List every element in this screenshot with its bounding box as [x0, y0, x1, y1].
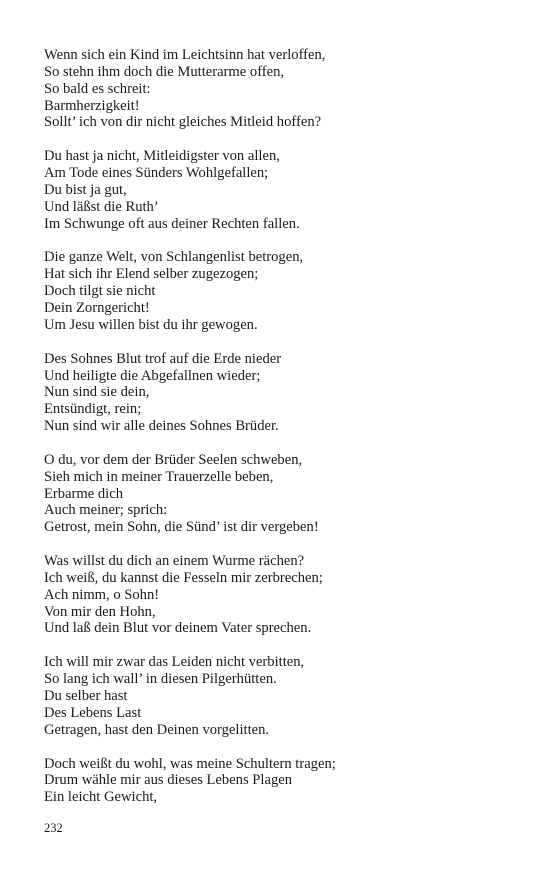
poem-line: Dein Zorngericht!	[44, 299, 150, 316]
poem-line: Ich will mir zwar das Leiden nicht verbitten,	[44, 654, 305, 671]
poem-line: O du, vor dem der Brüder Seelen schweben,	[44, 451, 303, 468]
poem-line: Nun sind wir alle deines Sohnes Brüder.	[44, 418, 279, 435]
poem-line: Und laß dein Blut vor deinem Vater sprechen.	[44, 620, 312, 637]
poem-line: Barmherzigkeit!	[44, 97, 140, 114]
poem-line: Doch weißt du wohl, was meine Schultern tragen;	[44, 755, 336, 772]
page-number: 232	[44, 821, 63, 835]
poem-line: Du bist ja gut,	[44, 181, 127, 198]
poem-line: Du hast ja nicht, Mitleidigster von allen,	[44, 148, 280, 165]
poem-line: Im Schwunge oft aus deiner Rechten fallen.	[44, 215, 300, 232]
poem-line: Getragen, hast den Deinen vorgelitten.	[44, 721, 270, 738]
stanza	[44, 756, 514, 807]
stanza	[44, 351, 514, 435]
poem-line: Drum wähle mir aus dieses Lebens Plagen	[44, 772, 293, 789]
stanza	[44, 249, 514, 333]
poem-line: Ach nimm, o Sohn!	[44, 586, 160, 603]
poem-line: Und läßst die Ruth’	[44, 198, 159, 215]
poem-line: Hat sich ihr Elend selber zugezogen;	[44, 266, 259, 283]
poem-line: Ein leicht Gewicht,	[44, 789, 158, 806]
poem-line: Und heiligte die Abgefallnen wieder;	[44, 367, 261, 384]
poem-line: Ich weiß, du kannst die Fesseln mir zerbrechen;	[44, 569, 323, 586]
poem-line: So stehn ihm doch die Mutterarme offen,	[44, 63, 285, 80]
poem-line: Des Sohnes Blut trof auf die Erde nieder	[44, 350, 282, 367]
poem-line: Getrost, mein Sohn, die Sünd’ ist dir vergeben!	[44, 519, 319, 536]
poem-line: Entsündigt, rein;	[44, 401, 142, 418]
poem-line: So bald es schreit:	[44, 80, 151, 97]
poem-text	[44, 47, 514, 823]
stanza	[44, 452, 514, 536]
poem-line: Wenn sich ein Kind im Leichtsinn hat verloffen,	[44, 47, 326, 63]
stanza	[44, 47, 514, 131]
poem-line: Am Tode eines Sünders Wohlgefallen;	[44, 165, 269, 182]
stanza	[44, 148, 514, 232]
stanza	[44, 553, 514, 637]
poem-line: Um Jesu willen bist du ihr gewogen.	[44, 316, 258, 333]
poem-line: Du selber hast	[44, 688, 128, 704]
poem-line: Nun sind sie dein,	[44, 384, 150, 401]
poem-line: Von mir den Hohn,	[44, 603, 156, 620]
poem-line: Auch meiner; sprich:	[44, 502, 168, 519]
poem-line: Erbarme dich	[44, 485, 124, 502]
poem-line: Sieh mich in meiner Trauerzelle beben,	[44, 468, 274, 485]
poem-line: Doch tilgt sie nicht	[44, 283, 156, 300]
poem-line: So lang ich wall’ in diesen Pilgerhütten.	[44, 671, 277, 688]
poem-line: Des Lebens Last	[44, 704, 142, 721]
poem-line: Die ganze Welt, von Schlangenlist betrogen,	[44, 249, 304, 266]
stanza	[44, 654, 514, 738]
poem-line: Was willst du dich an einem Wurme rächen?	[44, 553, 305, 570]
poem-line: Sollt’ ich von dir nicht gleiches Mitleid hoffen?	[44, 114, 322, 131]
